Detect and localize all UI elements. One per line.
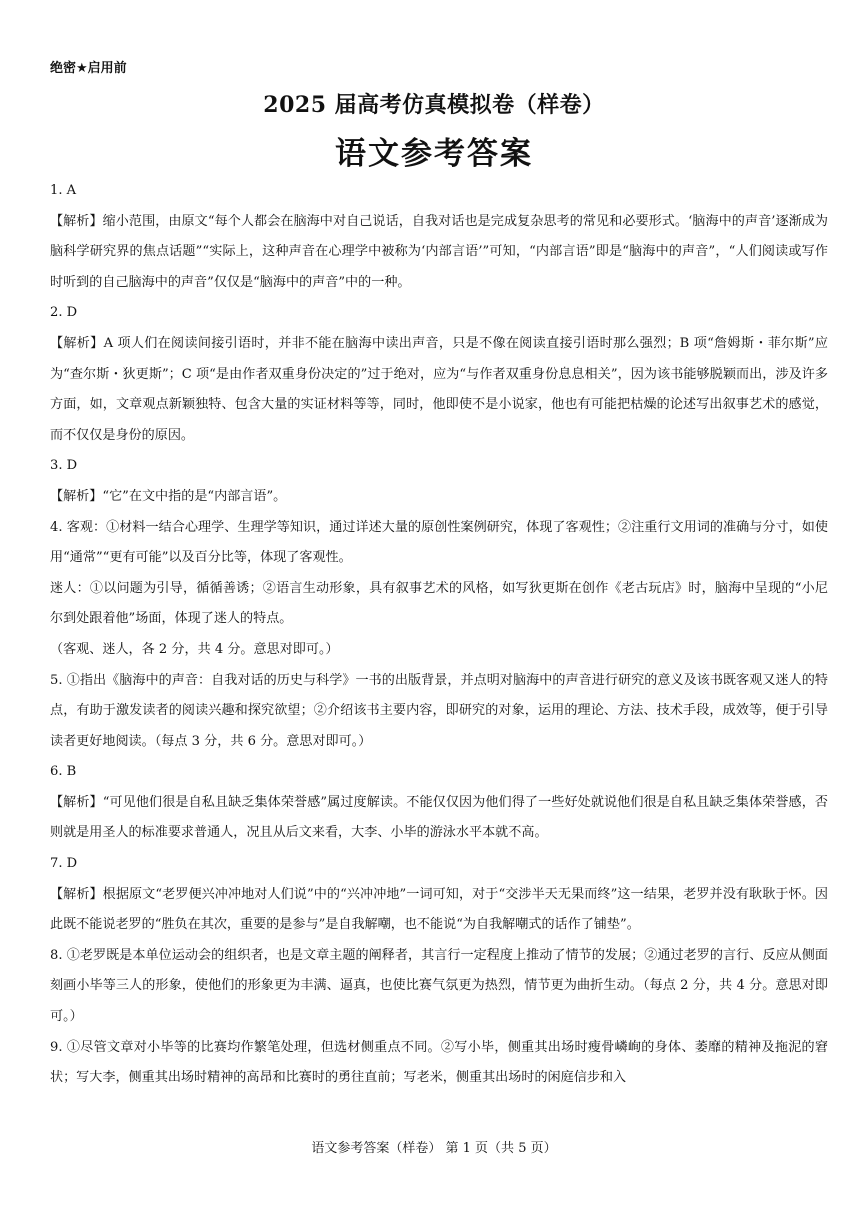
scoring-note: （客观、迷人，各 2 分，共 4 分。意思对即可。） bbox=[50, 641, 339, 657]
answer-line: 7. D bbox=[50, 856, 78, 872]
answer-explanation: 【解析】“它”在文中指的是“内部言语”。 bbox=[50, 488, 287, 504]
answer-paragraph: 4. 客观：①材料一结合心理学、生理学等知识，通过详述大量的原创性案例研究，体现了客观性；②注重行文用词的准确与分寸，如使用“通常”“更有可能”以及百分比等，体现了客观性。 bbox=[50, 519, 828, 566]
exam-title: 2025 届高考仿真模拟卷（样卷） bbox=[263, 92, 605, 118]
answer-line: 6. B bbox=[50, 764, 77, 780]
answer-body bbox=[50, 176, 828, 1094]
answer-line: 1. A bbox=[50, 183, 77, 198]
answer-explanation: 【解析】“可见他们很是自私且缺乏集体荣誉感”属过度解读。不能仅仅因为他们得了一些好处就说他们很是自私且缺乏集体荣誉感，否则就是用圣人的标准要求普通人，况且从后文来看，大李、小毕的游泳水平本就不高。 bbox=[50, 794, 828, 841]
confidential-label: 绝密★启用前 bbox=[50, 61, 127, 76]
answer-paragraph: 8. ①老罗既是本单位运动会的组织者，也是文章主题的阐释者，其言行一定程度上推动了情节的发展；②通过老罗的言行、反应从侧面刻画小毕等三人的形象，使他们的形象更为丰满、逼真，也使比赛气氛更为热烈，情节更为曲折生动。（每点 2 分，共 4 分。意思对即可。） bbox=[50, 947, 828, 1025]
answer-paragraph: 9. ①尽管文章对小毕等的比赛均作繁笔处理，但选材侧重点不同。②写小毕，侧重其出场时瘦骨嶙峋的身体、萎靡的精神及拖泥的窘状；写大李，侧重其出场时精神的高昂和比赛时的勇往直前；写老米，侧重其出场时的闲庭信步和入 bbox=[50, 1039, 828, 1086]
answer-explanation: 【解析】A 项人们在阅读间接引语时，并非不能在脑海中读出声音，只是不像在阅读直接引语时那么强烈；B 项“詹姆斯・菲尔斯”应为“查尔斯・狄更斯”；C 项“是由作者双重身份决定的”过于绝对，应为“与作者双重身份息息相关”，因为该书能够脱颖而出，涉及许多方面，如，文章观点新颖独特、包含大量的实证材料等等，同时，他即使不是小说家，他也有可能把枯燥的论述写出叙事艺术的感觉，而不仅仅是身份的原因。 bbox=[50, 335, 828, 443]
answer-key-title: 语文参考答案 bbox=[335, 136, 533, 172]
answer-line: 2. D bbox=[50, 305, 78, 321]
answer-explanation: 【解析】根据原文“老罗便兴冲冲地对人们说”中的“兴冲冲地”一词可知，对于“交涉半天无果而终”这一结果，老罗并没有耿耿于怀。因此既不能说老罗的“胜负在其次，重要的是参与”是自我解嘲，也不能说“为自我解嘲式的话作了铺垫”。 bbox=[50, 886, 828, 933]
answer-line: 3. D bbox=[50, 458, 78, 474]
answer-paragraph: 5. ①指出《脑海中的声音：自我对话的历史与科学》一书的出版背景，并点明对脑海中的声音进行研究的意义及该书既客观又迷人的特点，有助于激发读者的阅读兴趣和探究欲望；②介绍该书主要内容，即研究的对象，运用的理论、方法、技术手段，成效等，便于引导读者更好地阅读。（每点 3 分，共 6 分。意思对即可。） bbox=[50, 672, 828, 749]
answer-paragraph: 迷人：①以问题为引导，循循善诱；②语言生动形象，具有叙事艺术的风格，如写狄更斯在创作《老古玩店》时，脑海中呈现的“小尼尔到处跟着他”场面，体现了迷人的特点。 bbox=[50, 580, 828, 627]
answer-explanation: 【解析】缩小范围，由原文“每个人都会在脑海中对自己说话，自我对话也是完成复杂思考的常见和必要形式。‘脑海中的声音’逐渐成为脑科学研究界的焦点话题”“实际上，这种声音在心理学中被称为‘内部言语’”可知，“内部言语”即是“脑海中的声音”，“人们阅读或写作时听到的自己脑海中的声音”仅仅是“脑海中的声音”中的一种。 bbox=[50, 213, 828, 290]
page-footer: 语文参考答案（样卷） 第 1 页（共 5 页） bbox=[311, 1141, 557, 1156]
